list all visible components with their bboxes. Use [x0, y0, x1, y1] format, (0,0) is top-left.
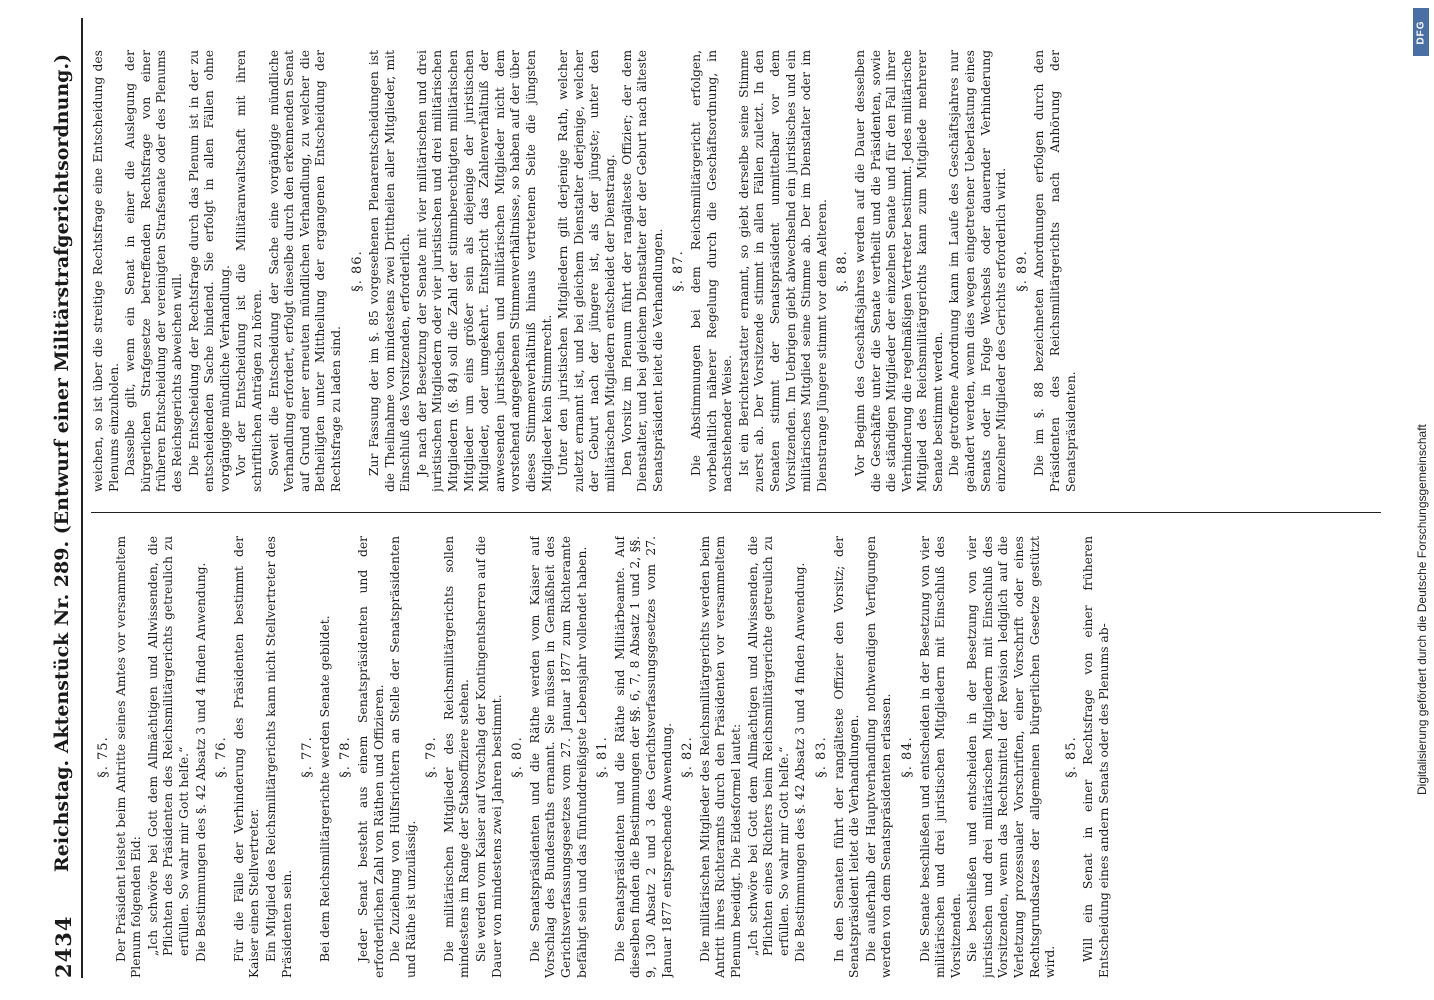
paragraph: Die militärischen Mitglieder des Reichsmilitärgerichts werden beim Antritt ihres Richteramts durch den Präsidenten vor versammeltem Plenum beeidigt. Die Eidesformel lautet:	[697, 536, 743, 978]
section-heading: §. 89.	[1014, 250, 1030, 292]
section-heading: §. 76.	[214, 736, 230, 778]
paragraph: Die Senate beschließen und entscheiden in der Besetzung von vier militärischen und drei juristischen Mitgliedern mit Einschluß des Vorsitzenden.	[917, 536, 963, 978]
paragraph: Die Abstimmungen bei dem Reichsmilitärgericht erfolgen, vorbehaltlich näherer Regelung durch die Geschäftsordnung, in nachstehender Weise.	[688, 50, 735, 492]
paragraph: Der Präsident leistet beim Antritte seines Amtes vor versammeltem Plenum folgenden Eid:	[113, 536, 144, 978]
paragraph: Den Vorsitz im Plenum führt der rangälteste Offizier; der dem Dienstalter, und bei gleichem Dienstalter der der Geburt nach älteste Senatspräsident leitet die Verhandlungen.	[619, 50, 665, 492]
paragraph: Die Entscheidung der Rechtsfrage durch das Plenum ist in der zu entscheidenden Sache bindend. Sie erfolgt in allen Fällen ohne vorgängige mündliche Verhandlung.	[186, 50, 232, 492]
section-heading: §. 85.	[1063, 736, 1079, 778]
paragraph: Zur Fassung der im §. 85 vorgesehenen Plenarentscheidungen ist die Theilnahme von mindestens zwei Drittheilen aller Mitglieder, mit Einschluß des Vorsitzenden, erforderlich.	[367, 50, 413, 492]
page-header	[45, 18, 85, 978]
oath-quote: „Ich schwöre bei Gott dem Allmächtigen und Allwissenden, die Pflichten des Präsidenten des Reichsmilitärgerichts getreulich zu erfüllen. So wahr mir Gott helfe.“	[145, 536, 191, 956]
paragraph: Die Senatspräsidenten und die Räthe sind Militärbeamte. Auf dieselben finden die Bestimmungen der §§. 6, 7, 8 Absatz 1 und 2, §§. 9, 130 Absatz 2 und 3 des Gerichtsverfassungsgesetzes vom 27. Januar 1877 entsprechende Anwendung.	[612, 536, 674, 978]
section-heading: §. 82.	[680, 736, 696, 778]
column-divider	[91, 512, 1381, 513]
digitization-notice-text: Digitalisierung gefördert durch die Deutsche Forschungsgemeinschaft	[1415, 424, 1429, 795]
paragraph: Die im §. 88 bezeichneten Anordnungen erfolgen durch den Präsidenten des Reichsmilitärgerichts nach Anhörung der Senatspräsidenten.	[1032, 50, 1078, 492]
paragraph: Die Senatspräsidenten und die Räthe werden vom Kaiser auf Vorschlag des Bundesraths ernannt. Sie müssen in Gemäßheit des Gerichtsverfassungsgesetzes vom 27. Januar 1877 zum Richteramte befähigt sein und das fünfunddreißigste Lebensjahr vollendet haben.	[527, 536, 589, 978]
oath-quote: „Ich schwöre bei Gott dem Allmächtigen und Allwissenden, die Pflichten eines Richters beim Reichsmilitärgerichte getreulich zu erfüllen. So wahr mir Gott helfe.“	[745, 536, 791, 956]
section-heading: §. 77.	[300, 736, 316, 778]
section-heading: §. 79.	[424, 736, 440, 778]
paragraph: Vor Beginn des Geschäftsjahres werden auf die Dauer desselben die Geschäfte unter die Senate vertheilt und die Präsidenten, sowie die ständigen Mitglieder der einzelnen Senate und für den Fall ihrer Verhinderung die regelmäßigen Vertreter bestimmt. Jedes militärische Mitglied des Reichsmilitärgerichts kann zum Mitgliede mehrerer Senate bestimmt werden.	[852, 50, 945, 492]
paragraph: Die Bestimmungen des §. 42 Absatz 3 und 4 finden Anwendung.	[793, 562, 808, 962]
paragraph: weichen, so ist über die streitige Rechtsfrage eine Entscheidung des Plenums einzuholen.	[91, 50, 121, 492]
paragraph: Jeder Senat besteht aus einem Senatspräsidenten und der erforderlichen Zahl von Räthen und Offizieren.	[355, 536, 386, 978]
paragraph: Soweit die Entscheidung der Sache eine vorgängige mündliche Verhandlung erfordert, erfolgt dieselbe durch den erkennenden Senat auf Grund einer erneuten mündlichen Verhandlung, zu welcher die Betheiligten unter Mittheilung der ergangenen Entscheidung der Rechtsfrage zu laden sind.	[266, 50, 343, 492]
section-heading: §. 81.	[595, 736, 611, 778]
rotated-document-sheet	[45, 18, 1390, 978]
paragraph: Die außerhalb der Hauptverhandlung nothwendigen Verfügungen werden von dem Senatspräsidenten erlassen.	[863, 536, 894, 978]
paragraph: Die militärischen Mitglieder des Reichsmilitärgerichts sollen mindestens im Range der Stabsoffiziere stehen.	[441, 536, 472, 978]
paragraph: Dasselbe gilt, wenn ein Senat in einer die Auslegung der bürgerlichen Strafgesetze betreffenden Rechtsfrage von einer früheren Entscheidung der vereinigten Strafsenate oder des Plenums des Reichsgerichts abweichen will.	[123, 50, 184, 492]
paragraph: Will ein Senat in einer Rechtsfrage von einer früheren Entscheidung eines andern Senats oder des Plenums ab-	[1081, 536, 1112, 978]
paragraph: Die Zuziehung von Hülfsrichtern an Stelle der Senatspräsidenten und Räthe ist unzulässig.	[388, 536, 418, 978]
section-heading: §. 84.	[899, 736, 915, 778]
section-heading: §. 83.	[813, 736, 829, 778]
page-number: 2434	[51, 915, 76, 978]
paragraph: Ist ein Berichterstatter ernannt, so giebt derselbe seine Stimme zuerst ab. Der Vorsitzende stimmt in allen Fällen zuletzt. In den Senaten stimmt der Senatspräsident unmittelbar vor dem Vorsitzenden. Im Uebrigen giebt abwechselnd ein juristisches und ein militärisches Mitglied seine Stimme ab. Der im Dienstalter oder im Dienstrange Jüngere stimmt vor dem Aelteren.	[736, 50, 829, 492]
page-title: Reichstag. Aktenstück Nr. 289. (Entwurf einer Militärstrafgerichtsordnung.)	[51, 53, 73, 873]
section-heading: §. 86.	[349, 250, 365, 292]
left-text-column	[91, 536, 1381, 978]
paragraph: Bei dem Reichsmilitärgerichte werden Senate gebildet.	[317, 615, 332, 962]
paragraph: Sie beschließen und entscheiden in der Besetzung von vier juristischen und drei militärischen Mitgliedern mit Einschluß des Vorsitzenden, wenn das Rechtsmittel der Revision lediglich auf die Verletzung prozessualer Vorschriften, einer Vorschrift oder eines Rechtsgrundsatzes der allgemeinen bürgerlichen Gesetze gestützt wird.	[965, 536, 1058, 978]
paragraph: Je nach der Besetzung der Senate mit vier militärischen und drei juristischen Mitgliedern oder vier juristischen und drei militärischen Mitgliedern (§. 84) soll die Zahl der stimmberechtigten militärischen Mitglieder um eins größer sein als diejenige der juristischen Mitglieder, oder umgekehrt. Entspricht das Zahlenverhältniß der anwesenden juristischen und militärischen Mitglieder nicht dem vorstehend angegebenen Stimmenverhältnisse, so haben auf der über dieses Stimmenverhältniß hinaus vertretenen Seite die jüngsten Mitglieder kein Stimmrecht.	[414, 50, 554, 492]
section-heading: §. 75.	[96, 736, 111, 778]
paragraph: Sie werden vom Kaiser auf Vorschlag der Kontingentsherren auf die Dauer von mindestens zwei Jahren bestimmt.	[474, 536, 504, 978]
section-heading: §. 88.	[835, 250, 851, 292]
dfg-logo: DFG	[1413, 8, 1429, 56]
section-heading: §. 87.	[671, 250, 687, 292]
paragraph: Ein Mitglied des Reichsmilitärgerichts kann nicht Stellvertreter des Präsidenten sein.	[263, 536, 294, 978]
paragraph: Für die Fälle der Verhinderung des Präsidenten bestimmt der Kaiser einen Stellvertreter.	[231, 536, 262, 978]
paragraph: Vor der Entscheidung ist die Militäranwaltschaft mit ihren schriftlichen Anträgen zu hören.	[234, 50, 264, 492]
paragraph: Die getroffene Anordnung kann im Laufe des Geschäftsjahres nur geändert werden, wenn dies wegen eingetretener Ueberlastung eines Senats oder in Folge Wechsels oder dauernder Verhinderung einzelner Mitglieder des Gerichts erforderlich wird.	[947, 50, 1009, 492]
right-text-column	[91, 50, 1381, 492]
paragraph: In den Senaten führt der rangälteste Offizier den Vorsitz; der Senatspräsident leitet die Verhandlungen.	[831, 536, 862, 978]
section-heading: §. 78.	[338, 736, 354, 778]
paragraph: Unter den juristischen Mitgliedern gilt derjenige Rath, welcher zuletzt ernannt ist, und bei gleichem Dienstalter derjenige, welcher der Geburt nach der jüngere ist, als der jüngste; unter den militärischen Mitgliedern entscheidet der Dienstrang.	[556, 50, 617, 492]
header-rule	[81, 18, 83, 978]
paragraph: Die Bestimmungen des §. 42 Absatz 3 und 4 finden Anwendung.	[193, 562, 208, 962]
section-heading: §. 80.	[510, 736, 526, 778]
